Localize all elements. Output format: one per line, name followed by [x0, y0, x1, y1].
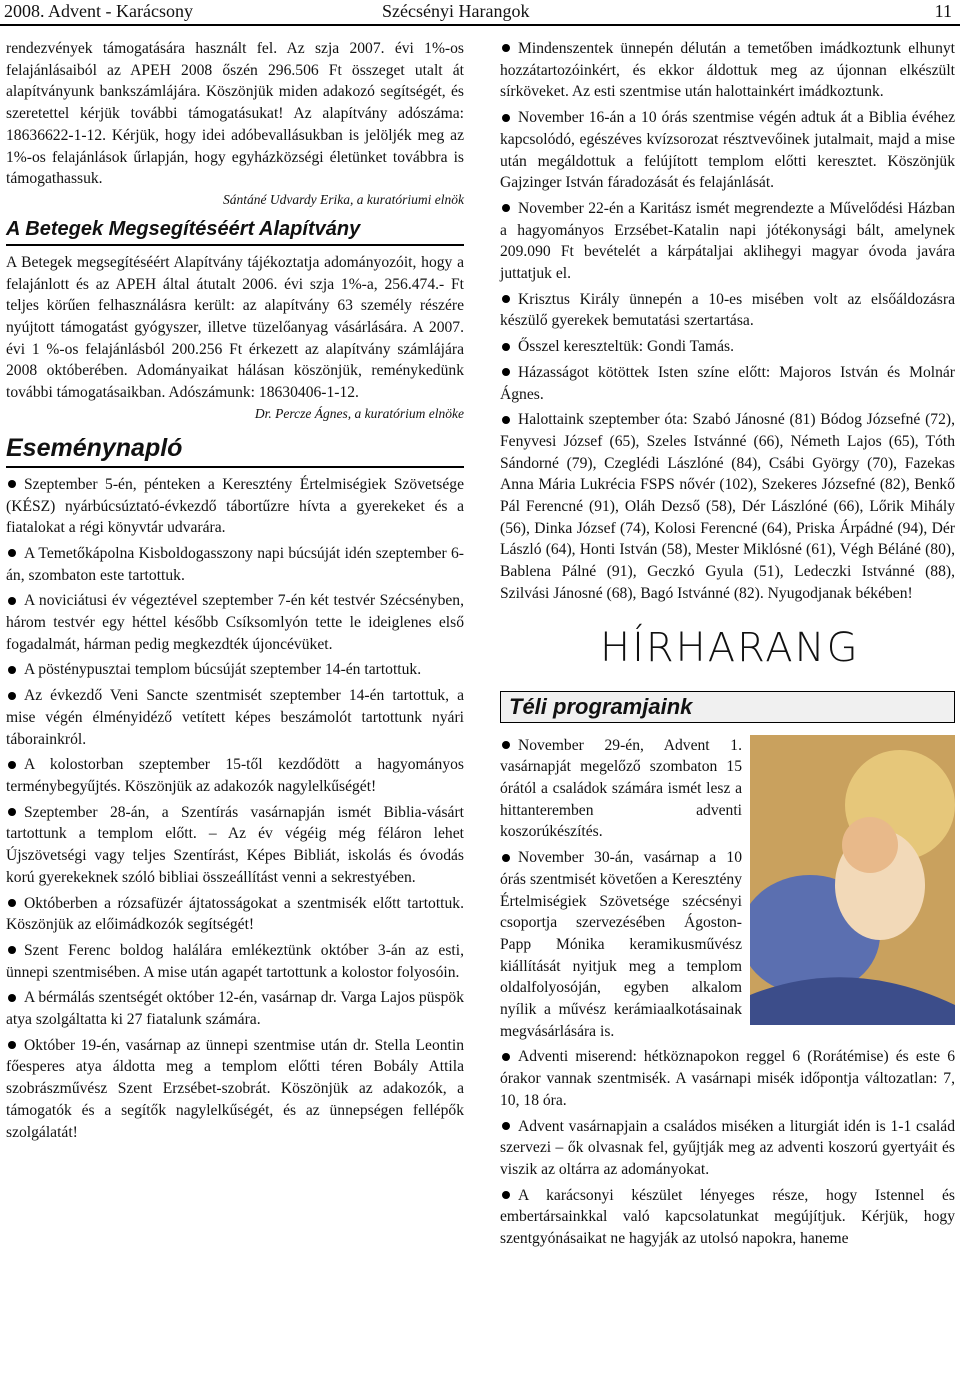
event-list	[6, 474, 464, 1143]
bullet-icon	[8, 480, 16, 488]
list-item-text: Szent Ferenc boldog halálára emlékeztünk október 3-án az esti, ünnepi szentmisében. A mise után agapét tartottunk a kolostor folyosóin.	[6, 941, 464, 981]
bullet-icon	[502, 343, 510, 351]
right-event-list	[500, 38, 955, 605]
list-item	[500, 38, 955, 103]
list-item	[6, 1035, 464, 1144]
list-item-text: Krisztus Király ünnepén a 10-es misében volt az elsőáldozásra készülő gyerekek bemutatási szertartása.	[500, 290, 955, 330]
list-item	[6, 940, 464, 983]
left-column	[6, 38, 464, 1147]
header-issue: 2008. Advent - Karácsony	[4, 1, 193, 21]
bullet-icon	[502, 295, 510, 303]
hirharang-logo: HÍRHARANG	[600, 624, 860, 671]
page-header	[0, 0, 960, 26]
esemenynaplo-title: Eseménynapló	[6, 434, 464, 468]
list-item-text: Szeptember 5-én, pénteken a Keresztény Értelmiségiek Szövetsége (KÉSZ) nyárbúcsúztató-évkezdő tábortűzre hívta a gyerekeket és a fiatalokat a régi könyvtár udvarára.	[6, 475, 464, 537]
betegek-text: A Betegek megsegítéséért Alapítvány tájékoztatja adományozóit, hogy a felajánlott és az APEH által átutalt 2006. évi szja 1%-a, 256.474.- Ft teljes körűen felhasználásra került: az alapítvány 63 személy részére nyújtott támogatást gyógyszer, illetve tüzelőanyag vásárlására. A 2007. évi 1 %-os felajánlásból 200.256 Ft érkezett az alapítvány számlájára 2008 októberében. Adományaikat hálásan köszönjük, reménykedünk további támogatásaikban. Adószámunk: 18630406-1-12.	[6, 253, 464, 402]
bullet-icon	[502, 204, 510, 212]
bullet-icon	[8, 994, 16, 1002]
bullet-icon	[8, 899, 16, 907]
bullet-icon	[8, 692, 16, 700]
bullet-icon	[502, 1053, 510, 1061]
bullet-icon	[502, 368, 510, 376]
list-item-text: November 29-én, Advent 1. vasárnapját megelőző szombaton 15 órától a családok számára ismét lesz a hittanteremben adventi koszorúkészítés.	[500, 736, 742, 841]
list-item	[6, 893, 464, 936]
header-publication: Szécsényi Harangok	[382, 1, 530, 21]
list-item	[6, 659, 464, 681]
foundation-intro: rendezvények támogatására használt fel. Az szja 2007. évi 1%-os felajánlásaiból az APEH 2008 őszén 296.506 Ft összeget utalt át alapítványunk bankszámlájára. Köszönjük miden adakozó segítségét, és szeretettel kérjük további támogatásukat! Az alapítvány adószáma: 18636622-1-12. Kérjük, hogy idei adóbevallásukban is jelöljék meg az 1%-os felajánlások űrlapján, hogy egyházközségi életünket továbbra is támogathassuk.	[6, 40, 464, 188]
list-item	[500, 107, 955, 194]
list-item	[500, 198, 955, 285]
list-item-text: A Temetőkápolna Kisboldogasszony napi búcsúját idén szeptember 6-án, szombaton este tartottuk.	[6, 544, 464, 584]
list-item	[6, 802, 464, 889]
bullet-icon	[502, 1122, 510, 1130]
list-item-text: A bérmálás szentségét október 12-én, vasárnap dr. Varga Lajos püspök atya szolgáltatta ki 27 fiatalunk számára.	[6, 989, 464, 1029]
bullet-icon	[8, 597, 16, 605]
list-item-text: A pösténypusztai templom búcsúját szeptember 14-én tartottuk.	[24, 661, 422, 679]
list-item	[6, 754, 464, 797]
bullet-icon	[502, 1191, 510, 1199]
list-item	[500, 1046, 955, 1111]
list-item-text: November 16-án a 10 órás szentmise végén adtuk át a Biblia évéhez kapcsolódó, egészéves kvízsorozat résztvevőinek jutalmait, majd a mise után megáldottuk a felújított templom előtti keresztet. Köszönjük Gajzinger István fáradozását és felajánlását.	[500, 109, 955, 192]
signature-2: Dr. Percze Ágnes, a kuratórium elnöke	[254, 405, 464, 421]
list-item-text: Adventi miserend: hétköznapokon reggel 6 (Rorátémise) és este 6 órakor vannak szentmisék. A vasárnapi misék időpontja változatlan: 7, 10, 18 óra.	[500, 1048, 955, 1109]
list-item	[6, 685, 464, 750]
list-item	[500, 1116, 955, 1181]
bullet-icon	[502, 854, 510, 862]
list-item	[500, 1185, 955, 1250]
list-item	[6, 474, 464, 539]
bullet-icon	[502, 416, 510, 424]
list-item-text: Ősszel kereszteltük: Gondi Tamás.	[518, 338, 735, 356]
teli-programok-title: Téli programjaink	[500, 691, 955, 723]
bullet-icon	[8, 761, 16, 769]
bullet-icon	[8, 946, 16, 954]
list-item-text: A kolostorban szeptember 15-től kezdődött a hagyományos terménybegyűjtés. Köszönjük az adakozók nagylelkűségét!	[6, 756, 464, 795]
list-item	[6, 987, 464, 1030]
list-item-text: Advent vasárnapjain a családos miséken a liturgiát idén is 1-1 család szervezi – ők olvasnak fel, gyűjtják meg az adventi koszorú gyertyáit és viszik az oltárra az adományokat.	[500, 1117, 955, 1178]
bullet-icon	[8, 549, 16, 557]
list-item-text: Szeptember 28-án, a Szentírás vasárnapján ismét Biblia-vásárt tartottunk a templom előtt. – Az év végéig még féláron lehet Újszövetségi vagy teljes Szentírást, Képes Bibliát, iskolás és óvodás korú gyerekeknek szóló bibliai összeállítást venni a sekrestyében.	[6, 803, 464, 886]
list-item-text: Mindenszentek ünnepén délután a temetőben imádkoztunk elhunyt hozzátartozóinkért, és ekkor áldottuk meg az újonnan elkészült sírköveket. Az esti szentmise után halottainkért imádkoztunk.	[500, 40, 955, 101]
bullet-icon	[502, 741, 510, 749]
list-item	[500, 362, 955, 405]
list-item-text: Házasságot kötöttek Isten színe előtt: Majoros István és Molnár Ágnes.	[500, 363, 955, 403]
list-item	[6, 590, 464, 655]
header-rule	[0, 24, 960, 26]
bullet-icon	[8, 666, 16, 674]
bullet-icon	[502, 114, 510, 122]
list-item-text: A karácsonyi készület lényeges része, hogy Istennel és embertársainkkal való kapcsolatunkat megújítjuk. Kérjük, hogy szentgyónásaikat ne hagyják az utolsó napokra, haneme	[500, 1186, 955, 1248]
signature-1: Sántáné Udvardy Erika, a kuratóriumi elnök	[223, 191, 464, 207]
program-list	[500, 735, 955, 1250]
list-item-text: Halottaink szeptember óta: Szabó Jánosné (81) Bódog Józsefné (72), Fenyvesi József (65), Szeles Istvánné (66), Németh Lajos (65), Tóth Sándorné (79), Czeglédi Lászlóné (84), Csábi György (70), Fazekas Anna Mária Lukrécia FSPS nővér (102), Szekeres Józsefné (82), Benkő Pál Ferencné (91), Oláh Dezső (58), Dér Lászlóné (66), Lőrik Mihály (56), Dinka József (74), Kolosi Ferencné (64), Priska Árpádné (94), Dér László (64), Honti István (58), Mester Miklósné (61), Végh Béláné (80), Bablena Pálné (91), Geczkó Gyula (51), Ledeczki Istvánné (88), Szilvási Jánosné (68), Bagó Istvánné (82). Nyugodjanak békében!	[500, 411, 955, 602]
list-item-text: November 30-án, vasárnap a 10 órás szentmisét követően a Keresztény Értelmiségiek Szövetsége szécsényi csoportja szervezésében Ágoston-Papp Mónika keramikusművész kiállítását nyitjuk meg a templom oldalfolyosóján, egyben alkalom nyílik a művész kerámiaalkotásainak megvásárlására is.	[500, 849, 742, 1040]
list-item-text: November 22-én a Karitász ismét megrendezte a Művelődési Házban a hagyományos Erzsébet-Katalin napi jótékonysági bált, amelynek 209.090 Ft bevételét a kárpátaljai aklihegyi magyar óvoda javára juttatjuk el.	[500, 199, 955, 283]
list-item	[500, 289, 955, 332]
header-page-number: 11	[934, 1, 952, 21]
list-item	[500, 336, 955, 358]
list-item-text: Október 19-én, vasárnap az ünnepi szentmise után dr. Stella Leontin főesperes atya áldotta meg a templom előtti téren Bobály Attila szobrászművész Szent Erzsébet-szobrát. Köszönjük az adakozók, a támogatók és a segítők nagylelkűségét, és az ünnepségen fellépők szolgálatát!	[6, 1036, 464, 1141]
list-item-text: Októberben a rózsafüzér ájtatosságokat a szentmisék előtt tartottuk. Köszönjük az előimádkozók segítségét!	[6, 894, 464, 934]
list-item-text: A noviciátusi év végeztével szeptember 7-én két testvér Szécsényben, három testvér egy héttel később Csíksomlyón tette le ideiglenes első fogadalmát, hárman pedig megkezdték újoncévüket.	[6, 592, 464, 653]
list-item	[500, 409, 955, 604]
bullet-icon	[8, 1041, 16, 1049]
list-item-text: Az évkezdő Veni Sancte szentmisét szeptember 14-én tartottuk, a mise végén élményidéző vetített képes beszámolót tartottunk nyári táborainkról.	[6, 687, 464, 748]
list-item	[500, 735, 955, 844]
list-item	[500, 847, 955, 1042]
bullet-icon	[502, 44, 510, 52]
betegek-title: A Betegek Megsegítéséért Alapítvány	[6, 218, 464, 246]
list-item	[6, 543, 464, 586]
bullet-icon	[8, 808, 16, 816]
right-column	[500, 38, 955, 1254]
